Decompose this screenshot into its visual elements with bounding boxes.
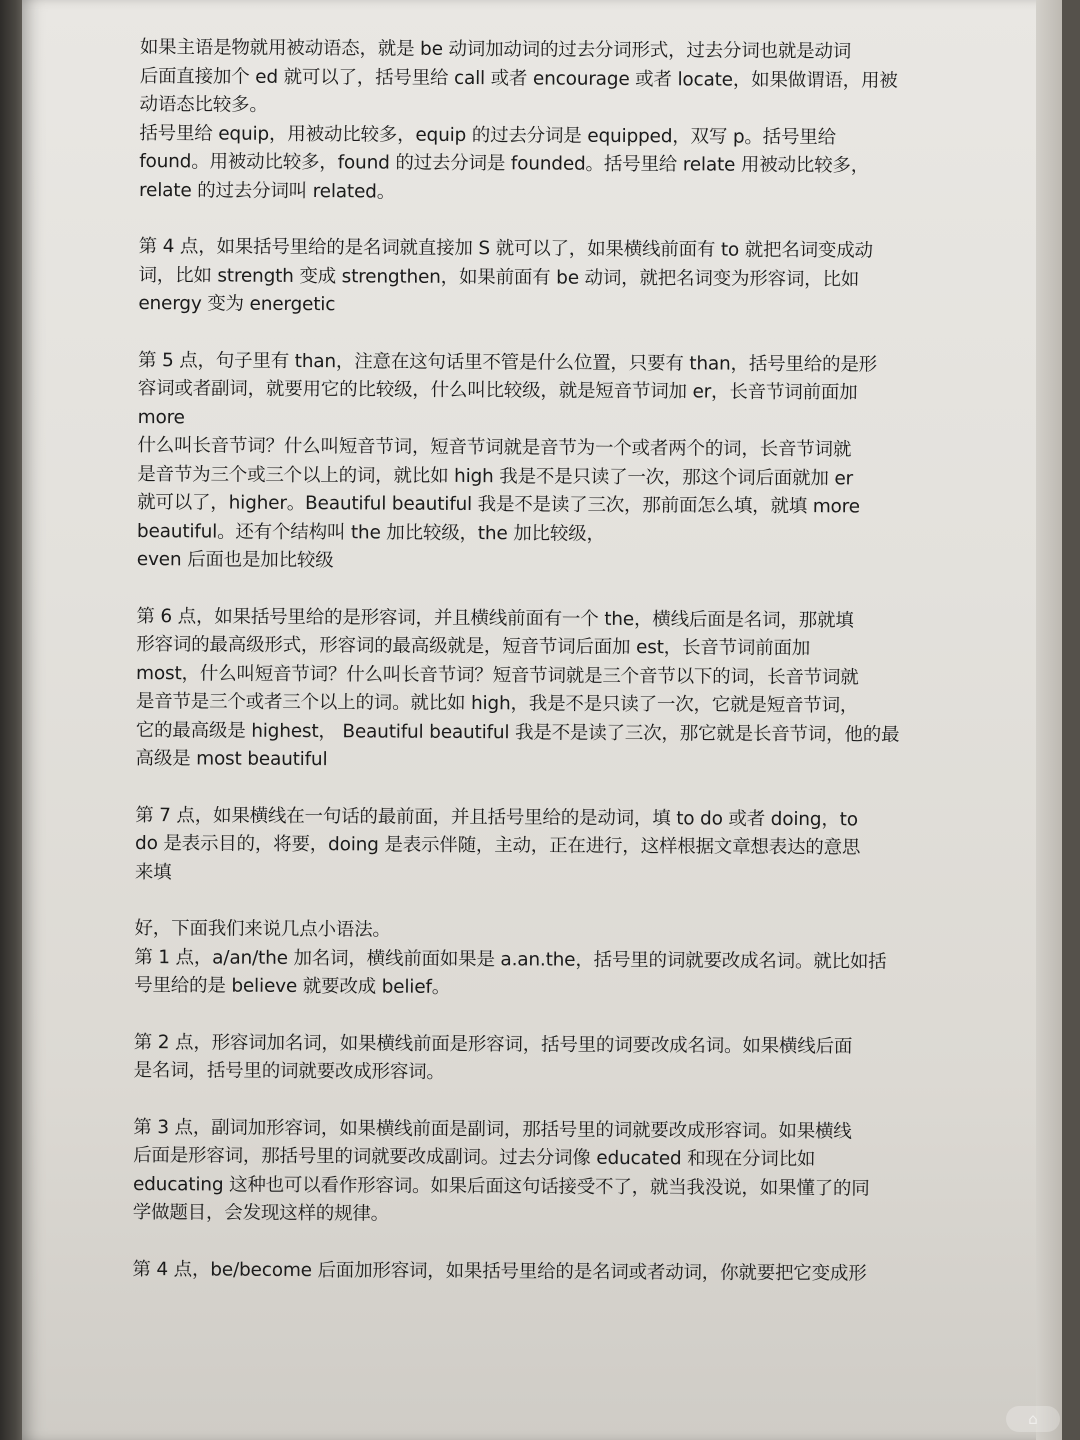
text-line: 是音节是三个或者三个以上的词。就比如 high，我是不是只读了一次，它就是短音节词， (135, 690, 859, 717)
text-line: 第 4 点，be/become 后面加形容词，如果括号里给的是名词或者动词，你就要把它变成形 (132, 1258, 867, 1284)
watermark-badge: ⌂ (1006, 1406, 1060, 1432)
paragraph (135, 801, 926, 891)
text-line: found。用被动比较多，found 的过去分词是 founded。括号里给 relate 用被动比较多， (139, 150, 870, 177)
paragraph (134, 1028, 924, 1090)
document-text (132, 34, 930, 1317)
text-line: 容词或者副词，就要用它的比较级，什么叫比较级，就是短音节词加 er，长音节词前面加 (137, 377, 858, 404)
text-line: more (137, 406, 185, 428)
text-line: 括号里给 equip，用被动比较多，equip 的过去分词是 equipped，双写 p。括号里给 (139, 122, 836, 148)
text-line: 什么叫长音节词？什么叫短音节词，短音节词就是音节为一个或者两个的词，长音节词就 (137, 434, 852, 461)
text-line: 学做题目，会发现这样的规律。 (132, 1201, 390, 1225)
text-line: 高级是 most beautiful (135, 747, 328, 771)
text-line: energy 变为 energetic (138, 292, 336, 316)
paragraph (137, 346, 928, 579)
paragraph (132, 1255, 922, 1288)
text-line: 来填 (134, 861, 172, 883)
text-line: 第 2 点，形容词加名词，如果横线前面是形容词，括号里的词要改成名词。如果横线后面 (133, 1031, 853, 1057)
text-line: 第 3 点，副词加形容词，如果横线前面是副词，那括号里的词就要改成形容词。如果横线 (133, 1116, 852, 1142)
text-line: 第 5 点，句子里有 than，注意在这句话里不管是什么位置，只要有 than，括号里给的是形 (137, 349, 878, 376)
text-line: 第 7 点，如果横线在一句话的最前面，并且括号里给的是动词，填 to do 或者 doing，to (135, 804, 858, 830)
paragraph (133, 1113, 924, 1232)
text-line: 词，比如 strength 变成 strengthen，如果前面有 be 动词，就把名词变为形容词，比如 (138, 264, 860, 290)
page-edge (1036, 0, 1062, 1440)
text-line: educating 这种也可以看作形容词。如果后面这句话接受不了，就当我没说，如果懂了的同 (132, 1173, 870, 1199)
paragraph (138, 233, 929, 323)
text-line: 是音节为三个或三个以上的词，就比如 high 我是不是只读了一次，那这个词后面就加 er (137, 463, 854, 489)
text-line: 它的最高级是 highest， Beautiful beautiful 我是不是读了三次，那它就是长音节词，他的最 (135, 719, 900, 746)
text-line: 第 4 点，如果括号里给的是名词就直接加 S 就可以了，如果横线前面有 to 就把名词变成动 (138, 235, 873, 262)
paragraph (135, 602, 926, 778)
text-line: 是名词，括号里的词就要改成形容词。 (133, 1059, 445, 1083)
text-line: 就可以了，higher。Beautiful beautiful 我是不是读了三次，那前面怎么填，就填 more (137, 491, 860, 518)
text-line: most，什么叫短音节词？什么叫长音节词？短音节词就是三个音节以下的词，长音节词就 (136, 662, 859, 688)
paragraph (139, 34, 930, 210)
paragraph (134, 915, 925, 1005)
text-line: 第 1 点，a/an/the 加名词，横线前面如果是 a.an.the，括号里的词就要改成名词。就比如括 (134, 946, 887, 973)
text-line: even 后面也是加比较级 (136, 548, 334, 572)
text-line: 动语态比较多。 (139, 93, 268, 116)
text-line: 第 6 点，如果括号里给的是形容词，并且横线前面有一个 the，横线后面是名词，那就填 (136, 605, 854, 631)
text-line: 号里给的是 believe 就要改成 belief。 (134, 974, 451, 998)
text-line: do 是表示目的，将要，doing 是表示伴随，主动，正在进行，这样根据文章想表达的意思 (134, 832, 861, 859)
text-line: 后面是形容词，那括号里的词就要改成副词。过去分词像 educated 和现在分词比如 (133, 1144, 816, 1171)
text-line: beautiful。还有个结构叫 the 加比较级，the 加比较级， (136, 520, 605, 545)
text-line: 后面直接加个 ed 就可以了，括号里给 call 或者 encourage 或者 locate，如果做谓语，用被 (139, 65, 898, 92)
text-line: 如果主语是物就用被动语态，就是 be 动词加动词的过去分词形式，过去分词也就是动词 (139, 36, 852, 63)
text-line: 形容词的最高级形式，形容词的最高级就是，短音节词后面加 est，长音节词前面加 (136, 633, 811, 660)
text-line: 好，下面我们来说几点小语法。 (134, 917, 391, 941)
text-line: relate 的过去分词叫 related。 (138, 179, 396, 203)
